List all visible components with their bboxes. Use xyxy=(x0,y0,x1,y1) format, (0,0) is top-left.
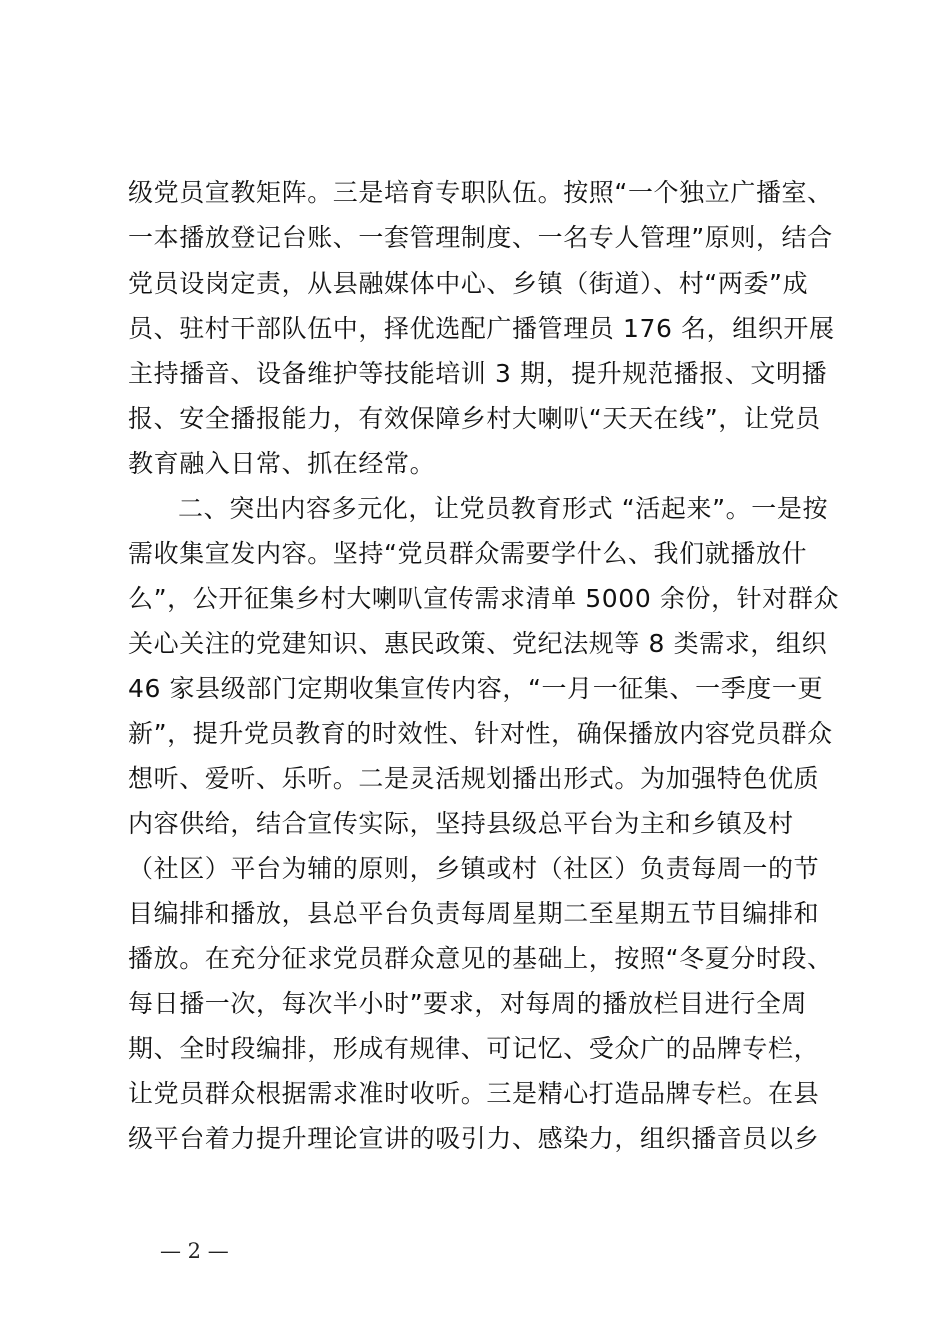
text-line-6: 报、安全播报能力，有效保障乡村大喇叭“天天在线”，让党员 xyxy=(128,404,821,433)
text-line-1: 级党员宣教矩阵。三是培育专职队伍。按照“一个独立广播室、 xyxy=(128,178,833,207)
text-line-17: 目编排和播放，县总平台负责每周星期二至星期五节目编排和 xyxy=(128,899,820,928)
text-line-5: 主持播音、设备维护等技能培训 3 期，提升规范播报、文明播 xyxy=(128,359,828,388)
text-line-11: 关心关注的党建知识、惠民政策、党纪法规等 8 类需求，组织 xyxy=(128,629,828,658)
text-line-8: 二、突出内容多元化，让党员教育形式 “活起来”。一是按 xyxy=(178,494,829,523)
text-line-15: 内容供给，结合宣传实际，坚持县级总平台为主和乡镇及村 xyxy=(128,809,794,838)
text-line-20: 期、全时段编排，形成有规律、可记忆、受众广的品牌专栏， xyxy=(128,1034,820,1063)
text-line-3: 党员设岗定责，从县融媒体中心、乡镇（街道）、村“两委”成 xyxy=(128,269,809,298)
text-line-10: 么”，公开征集乡村大喇叭宣传需求清单 5000 余份，针对群众 xyxy=(128,584,840,613)
text-line-18: 播放。在充分征求党员群众意见的基础上，按照“冬夏分时段、 xyxy=(128,944,833,973)
page-number: — 2 — xyxy=(160,1239,229,1263)
text-line-14: 想听、爱听、乐听。二是灵活规划播出形式。为加强特色优质 xyxy=(128,764,820,793)
text-line-16: （社区）平台为辅的原则，乡镇或村（社区）负责每周一的节 xyxy=(128,854,820,883)
text-line-2: 一本播放登记台账、一套管理制度、一名专人管理”原则，结合 xyxy=(128,223,833,252)
text-line-13: 新”，提升党员教育的时效性、针对性，确保播放内容党员群众 xyxy=(128,719,833,748)
text-line-19: 每日播一次，每次半小时”要求，对每周的播放栏目进行全周 xyxy=(128,989,808,1018)
text-line-9: 需收集宣发内容。坚持“党员群众需要学什么、我们就播放什 xyxy=(128,539,808,568)
text-line-7: 教育融入日常、抓在经常。 xyxy=(128,449,436,478)
text-line-4: 员、驻村干部队伍中，择优选配广播管理员 176 名，组织开展 xyxy=(128,314,835,343)
text-line-22: 级平台着力提升理论宣讲的吸引力、感染力，组织播音员以乡 xyxy=(128,1124,820,1153)
text-line-12: 46 家县级部门定期收集宣传内容，“一月一征集、一季度一更 xyxy=(128,674,824,703)
text-line-21: 让党员群众根据需求准时收听。三是精心打造品牌专栏。在县 xyxy=(128,1079,820,1108)
